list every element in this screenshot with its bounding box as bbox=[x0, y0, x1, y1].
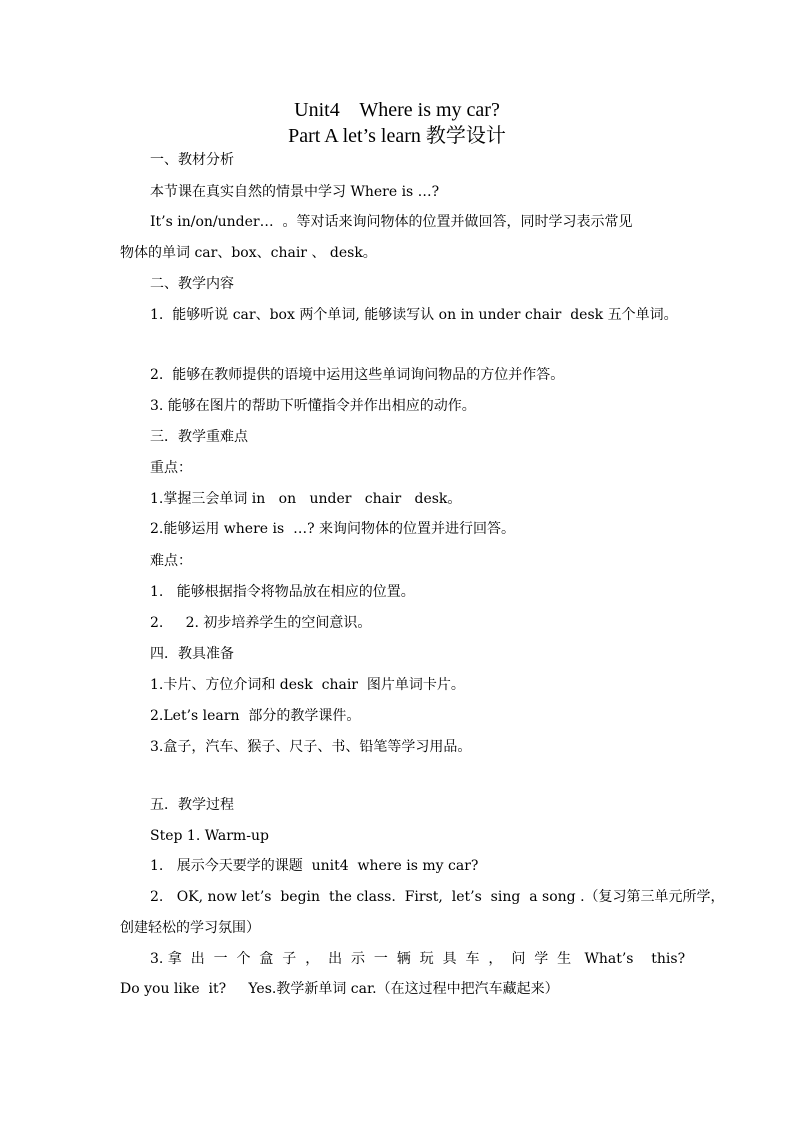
section-heading-process: 五．教学过程 bbox=[150, 797, 234, 813]
paragraph-line: It’s in/on/under… 。等对话来询问物体的位置并做回答，同时学习表示常见 bbox=[150, 214, 633, 230]
list-item: 1.卡片、方位介词和 desk chair 图片单词卡片。 bbox=[150, 677, 465, 693]
list-item: 3. 拿 出 一 个 盒 子 ， 出 示 一 辆 玩 具 车 ， 问 学 生 What’s this? bbox=[150, 951, 686, 967]
paragraph-line: 创建轻松的学习氛围） bbox=[120, 920, 260, 936]
paragraph-line: 物体的单词 car、box、chair 、 desk。 bbox=[120, 245, 377, 261]
paragraph-line: 本节课在真实自然的情景中学习 Where is …? bbox=[150, 184, 440, 200]
list-item: 2.能够运用 where is …? 来询问物体的位置并进行回答。 bbox=[150, 521, 516, 537]
paragraph-line: Do you like it? Yes.教学新单词 car.（在这过程中把汽车藏起来） bbox=[120, 981, 559, 997]
list-item: 1.掌握三会单词 in on under chair desk。 bbox=[150, 491, 462, 507]
list-item: 2. 2. 初步培养学生的空间意识。 bbox=[150, 615, 372, 631]
list-item: 3.盒子，汽车、猴子、尺子、书、铅笔等学习用品。 bbox=[150, 739, 472, 755]
section-heading-content: 二、教学内容 bbox=[150, 276, 234, 292]
list-item: 2. 能够在教师提供的语境中运用这些单词询问物品的方位并作答。 bbox=[150, 367, 565, 383]
list-item: 2.Let’s learn 部分的教学课件。 bbox=[150, 708, 361, 724]
section-heading-materials: 四．教具准备 bbox=[150, 646, 234, 662]
difficulties-label: 难点： bbox=[150, 553, 192, 569]
list-item: 1. 能够听说 car、box 两个单词, 能够读写认 on in under chair desk 五个单词。 bbox=[150, 307, 678, 323]
key-points-label: 重点： bbox=[150, 460, 192, 476]
document-subtitle: Part A let’s learn 教学设计 bbox=[288, 125, 506, 147]
list-item: 3. 能够在图片的帮助下听懂指令并作出相应的动作。 bbox=[150, 398, 476, 414]
list-item: 1. 展示今天要学的课题 unit4 where is my car? bbox=[150, 858, 479, 874]
list-item: 2. OK, now let’s begin the class. First, let’s sing a song .（复习第三单元所学， bbox=[150, 889, 725, 905]
document-title: Unit4 Where is my car? bbox=[294, 99, 500, 121]
list-item: 1. 能够根据指令将物品放在相应的位置。 bbox=[150, 584, 415, 600]
section-heading-analysis: 一、教材分析 bbox=[150, 152, 234, 168]
section-heading-key-points: 三．教学重难点 bbox=[150, 429, 248, 445]
step-heading: Step 1. Warm-up bbox=[150, 828, 269, 844]
